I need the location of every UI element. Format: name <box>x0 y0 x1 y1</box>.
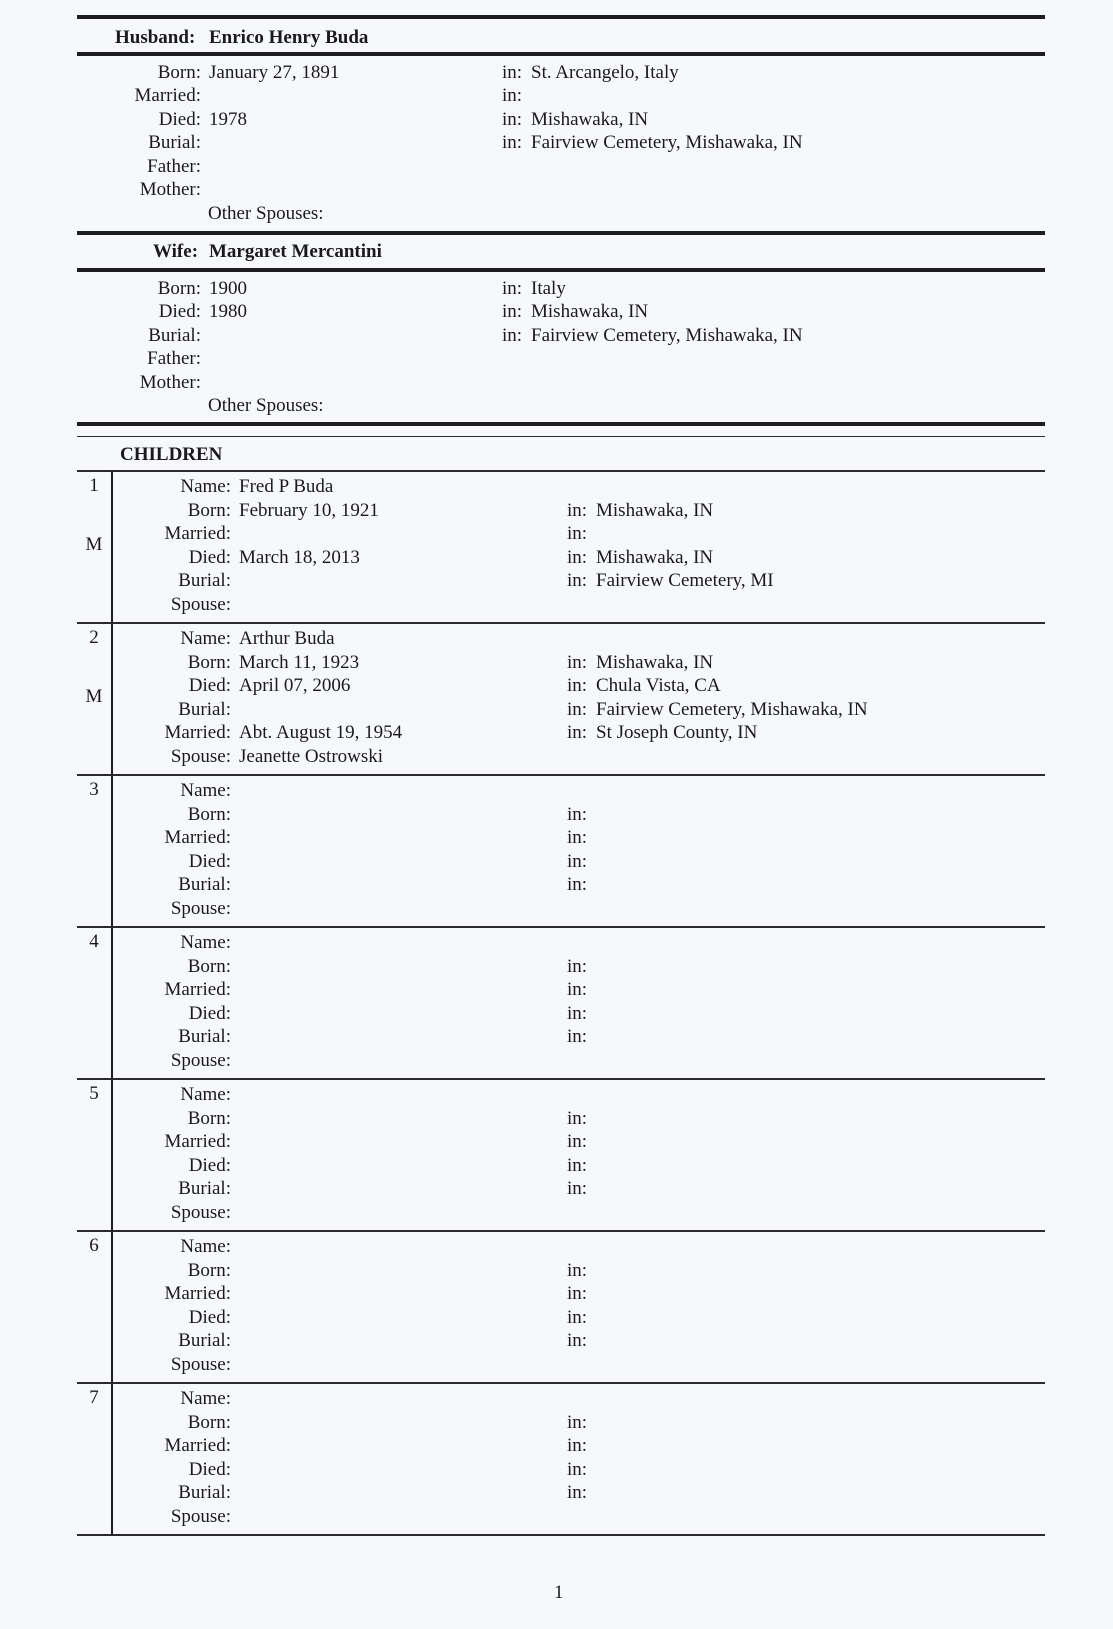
child-separator-rule <box>77 774 1045 776</box>
field-row <box>0 1434 1113 1458</box>
field-label: Burial: <box>178 1482 231 1504</box>
field-label: Married: <box>164 523 231 545</box>
field-row <box>0 347 1113 371</box>
field-row <box>0 674 1113 698</box>
field-label: Name: <box>180 628 231 649</box>
field-label: Born: <box>157 278 201 299</box>
child-number: 3 <box>89 779 99 800</box>
field-label: Died: <box>188 1458 231 1480</box>
field-row <box>0 178 1113 202</box>
place-value: Fairview Cemetery, Mishawaka, IN <box>531 325 803 346</box>
children-top-rule <box>77 422 1045 426</box>
place-label: in: <box>567 570 588 592</box>
field-label: Died: <box>188 1002 231 1024</box>
place-label: in: <box>567 955 588 977</box>
field-row <box>0 1201 1113 1225</box>
field-label: Mother: <box>139 372 201 393</box>
child-number: 4 <box>89 931 99 952</box>
field-row <box>0 324 1113 348</box>
field-row <box>0 277 1113 301</box>
field-row <box>0 1458 1113 1482</box>
child-separator-rule <box>77 1534 1045 1536</box>
field-label: Born: <box>187 803 231 825</box>
husband-header-label: Husband: <box>115 27 196 48</box>
field-label: Born: <box>157 62 201 83</box>
field-label: Spouse: <box>170 898 231 919</box>
field-row <box>0 955 1113 979</box>
child-number: 7 <box>89 1387 99 1408</box>
field-row <box>0 1387 1113 1411</box>
wife-header <box>0 241 1113 267</box>
field-label: Married: <box>164 1435 231 1457</box>
place-label: in: <box>567 499 588 521</box>
field-row <box>0 873 1113 897</box>
place-label: in: <box>567 979 588 1001</box>
place-value: Mishawaka, IN <box>531 109 649 130</box>
field-row <box>0 522 1113 546</box>
field-label: Name: <box>180 932 231 953</box>
field-label: Died: <box>188 546 231 568</box>
wife-header-rule <box>77 268 1045 272</box>
field-row <box>0 1025 1113 1049</box>
field-row <box>0 627 1113 651</box>
field-label: Died: <box>188 850 231 872</box>
field-value: March 11, 1923 <box>239 651 360 673</box>
field-value: 1980 <box>209 301 247 322</box>
field-label: Name: <box>180 1236 231 1257</box>
place-label: in: <box>567 1306 588 1328</box>
field-label: Died: <box>188 1154 231 1176</box>
field-row <box>0 569 1113 593</box>
field-label: Died: <box>188 1306 231 1328</box>
place-label: in: <box>502 85 523 106</box>
field-label: Spouse: <box>170 1202 231 1223</box>
place-label: in: <box>502 301 523 322</box>
place-value: Italy <box>531 278 566 299</box>
field-label: Born: <box>187 1411 231 1433</box>
field-row <box>0 1107 1113 1131</box>
field-label: Name: <box>180 476 231 497</box>
field-label: Burial: <box>178 1026 231 1048</box>
field-row <box>0 1505 1113 1529</box>
field-row <box>0 978 1113 1002</box>
field-label: Name: <box>180 1388 231 1409</box>
wife-top-rule <box>77 231 1045 235</box>
field-label: Born: <box>187 499 231 521</box>
place-value: Mishawaka, IN <box>596 651 714 673</box>
place-label: in: <box>502 278 523 299</box>
place-label: in: <box>567 1435 588 1457</box>
other-spouses-label: Other Spouses: <box>208 395 324 416</box>
field-value: Fred P Buda <box>239 476 334 497</box>
place-label: in: <box>567 1330 588 1352</box>
field-label: Married: <box>164 1131 231 1153</box>
field-label: Married: <box>164 827 231 849</box>
field-value: January 27, 1891 <box>209 62 340 83</box>
place-label: in: <box>567 874 588 896</box>
place-label: in: <box>567 1154 588 1176</box>
field-value: 1900 <box>209 278 247 299</box>
field-label: Married: <box>164 979 231 1001</box>
child-separator-rule <box>77 1382 1045 1384</box>
field-row <box>0 1353 1113 1377</box>
field-label: Married: <box>134 85 201 106</box>
child-separator-rule <box>77 926 1045 928</box>
place-value: St. Arcangelo, Italy <box>531 62 679 83</box>
field-row <box>0 803 1113 827</box>
place-label: in: <box>567 698 588 720</box>
field-label: Burial: <box>178 874 231 896</box>
top-rule <box>77 15 1045 19</box>
field-row <box>0 593 1113 617</box>
place-label: in: <box>567 1259 588 1281</box>
field-label: Died: <box>158 301 201 322</box>
field-row <box>0 897 1113 921</box>
field-row <box>0 1177 1113 1201</box>
child-separator-rule <box>77 1078 1045 1080</box>
field-row <box>0 1083 1113 1107</box>
field-row <box>0 371 1113 395</box>
place-value: Fairview Cemetery, Mishawaka, IN <box>531 132 803 153</box>
field-row <box>0 108 1113 132</box>
field-row <box>0 61 1113 85</box>
child-number: 5 <box>89 1083 99 1104</box>
field-row <box>0 721 1113 745</box>
place-value: Fairview Cemetery, Mishawaka, IN <box>596 698 868 720</box>
place-label: in: <box>567 803 588 825</box>
field-row <box>0 1411 1113 1435</box>
field-row <box>0 850 1113 874</box>
field-label: Father: <box>147 348 201 369</box>
field-label: Burial: <box>178 1178 231 1200</box>
field-row <box>0 651 1113 675</box>
place-value: Mishawaka, IN <box>596 499 714 521</box>
field-label: Spouse: <box>170 1050 231 1071</box>
field-row <box>0 1049 1113 1073</box>
field-value: Arthur Buda <box>239 628 335 649</box>
field-label: Born: <box>187 955 231 977</box>
field-value: Abt. August 19, 1954 <box>239 722 403 744</box>
place-label: in: <box>567 1107 588 1129</box>
field-label: Burial: <box>148 325 201 346</box>
field-row <box>0 300 1113 324</box>
field-label: Burial: <box>148 132 201 153</box>
place-label: in: <box>567 1131 588 1153</box>
field-label: Spouse: <box>170 594 231 615</box>
place-label: in: <box>567 827 588 849</box>
husband-header-rule <box>77 52 1045 56</box>
field-row <box>0 1259 1113 1283</box>
field-row <box>0 931 1113 955</box>
field-row <box>0 1481 1113 1505</box>
field-label: Married: <box>164 722 231 744</box>
field-row <box>0 826 1113 850</box>
field-label: Burial: <box>178 1330 231 1352</box>
child-number: 2 <box>89 627 99 648</box>
place-label: in: <box>567 1178 588 1200</box>
child-number: 1 <box>89 475 99 496</box>
place-label: in: <box>502 62 523 83</box>
place-label: in: <box>502 109 523 130</box>
field-label: Spouse: <box>170 1506 231 1527</box>
field-value: April 07, 2006 <box>239 675 351 697</box>
field-value: March 18, 2013 <box>239 546 360 568</box>
field-label: Spouse: <box>170 1354 231 1375</box>
field-value: February 10, 1921 <box>239 499 379 521</box>
field-row <box>0 779 1113 803</box>
place-label: in: <box>567 1026 588 1048</box>
field-row <box>0 131 1113 155</box>
field-row <box>0 84 1113 108</box>
place-label: in: <box>567 1458 588 1480</box>
field-label: Burial: <box>178 698 231 720</box>
field-row <box>0 1002 1113 1026</box>
husband-name: Enrico Henry Buda <box>209 27 369 48</box>
place-label: in: <box>567 1482 588 1504</box>
field-row <box>0 155 1113 179</box>
wife-name: Margaret Mercantini <box>209 241 382 262</box>
field-row <box>0 1306 1113 1330</box>
place-value: Chula Vista, CA <box>596 675 721 697</box>
place-value: St Joseph County, IN <box>596 722 758 744</box>
field-row <box>0 1235 1113 1259</box>
children-top-rule-thin <box>77 436 1045 437</box>
page-number: 1 <box>554 1582 564 1603</box>
husband-header <box>0 27 1113 53</box>
field-value: Jeanette Ostrowski <box>239 746 384 767</box>
place-label: in: <box>567 722 588 744</box>
other-spouses-label: Other Spouses: <box>208 203 324 224</box>
field-row <box>0 698 1113 722</box>
place-value: Mishawaka, IN <box>596 546 714 568</box>
field-row <box>0 1282 1113 1306</box>
field-label: Name: <box>180 1084 231 1105</box>
field-row <box>0 1130 1113 1154</box>
field-row <box>0 499 1113 523</box>
place-label: in: <box>567 523 588 545</box>
field-label: Died: <box>158 109 201 130</box>
field-label: Married: <box>164 1283 231 1305</box>
place-value: Fairview Cemetery, MI <box>596 570 774 592</box>
child-separator-rule <box>77 622 1045 624</box>
field-label: Born: <box>187 651 231 673</box>
children-title: CHILDREN <box>120 444 223 465</box>
place-label: in: <box>567 546 588 568</box>
field-row <box>0 745 1113 769</box>
children-title-rule <box>77 470 1045 472</box>
place-label: in: <box>502 325 523 346</box>
field-row <box>0 546 1113 570</box>
child-separator-rule <box>77 1230 1045 1232</box>
wife-header-label: Wife: <box>153 241 199 262</box>
place-label: in: <box>567 1411 588 1433</box>
field-label: Name: <box>180 780 231 801</box>
field-row <box>0 1154 1113 1178</box>
field-value: 1978 <box>209 109 247 130</box>
field-label: Father: <box>147 156 201 177</box>
field-label: Died: <box>188 675 231 697</box>
field-label: Spouse: <box>170 746 231 767</box>
field-label: Burial: <box>178 570 231 592</box>
place-label: in: <box>567 651 588 673</box>
field-label: Born: <box>187 1259 231 1281</box>
field-row <box>0 475 1113 499</box>
child-sex: M <box>85 686 103 707</box>
field-label: Born: <box>187 1107 231 1129</box>
place-label: in: <box>567 850 588 872</box>
place-value: Mishawaka, IN <box>531 301 649 322</box>
place-label: in: <box>567 1002 588 1024</box>
field-label: Mother: <box>139 179 201 200</box>
child-sex: M <box>85 534 103 555</box>
child-number: 6 <box>89 1235 99 1256</box>
place-label: in: <box>567 675 588 697</box>
place-label: in: <box>567 1283 588 1305</box>
place-label: in: <box>502 132 523 153</box>
field-row <box>0 1329 1113 1353</box>
